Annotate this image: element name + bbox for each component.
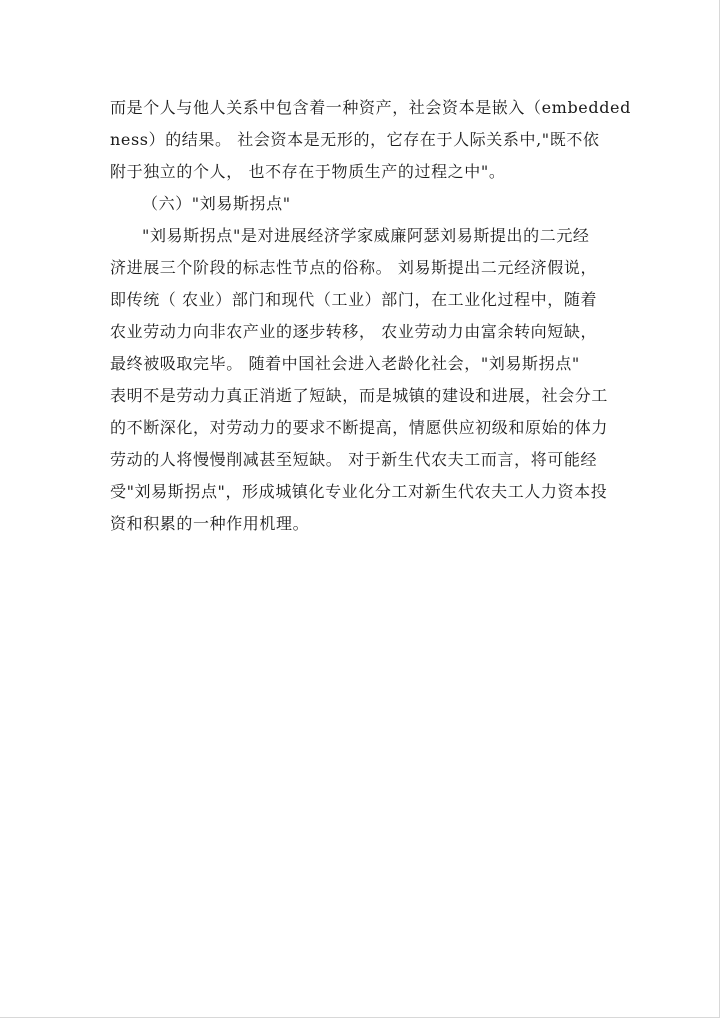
- paragraph-line: 资和积累的一种作用机理。: [110, 514, 310, 533]
- section-heading: （六）"刘易斯拐点": [142, 194, 291, 213]
- paragraph-line: 济进展三个阶段的标志性节点的俗称。 刘易斯提出二元经济假说，: [110, 258, 598, 277]
- paragraph-line: 附于独立的个人， 也不存在于物质生产的过程之中"。: [110, 162, 506, 181]
- paragraph-line: 而是个人与他人关系中包含着一种资产，社会资本是嵌入（embedded: [110, 98, 631, 117]
- paragraph-line: 农业劳动力向非农产业的逐步转移， 农业劳动力由富余转向短缺，: [110, 322, 598, 341]
- paragraph-line: 受"刘易斯拐点"，形成城镇化专业化分工对新生代农夫工人力资本投: [110, 482, 608, 501]
- paragraph-line: 即传统（ 农业）部门和现代（工业）部门，在工业化过程中，随着: [110, 290, 598, 309]
- paragraph-line: "刘易斯拐点"是对进展经济学家威廉阿瑟刘易斯提出的二元经: [142, 226, 590, 245]
- paragraph-line: ness）的结果。 社会资本是无形的，它存在于人际关系中,"既不依: [110, 130, 600, 149]
- paragraph-line: 的不断深化，对劳动力的要求不断提高，情愿供应初级和原始的体力: [110, 418, 609, 437]
- paragraph-line: 最终被吸取完毕。 随着中国社会进入老龄化社会，"刘易斯拐点": [110, 354, 580, 373]
- paragraph-line: 劳动的人将慢慢削减甚至短缺。 对于新生代农夫工而言，将可能经: [110, 450, 598, 469]
- paragraph-line: 表明不是劳动力真正消逝了短缺，而是城镇的建设和进展，社会分工: [110, 386, 609, 405]
- document-body: [110, 92, 631, 540]
